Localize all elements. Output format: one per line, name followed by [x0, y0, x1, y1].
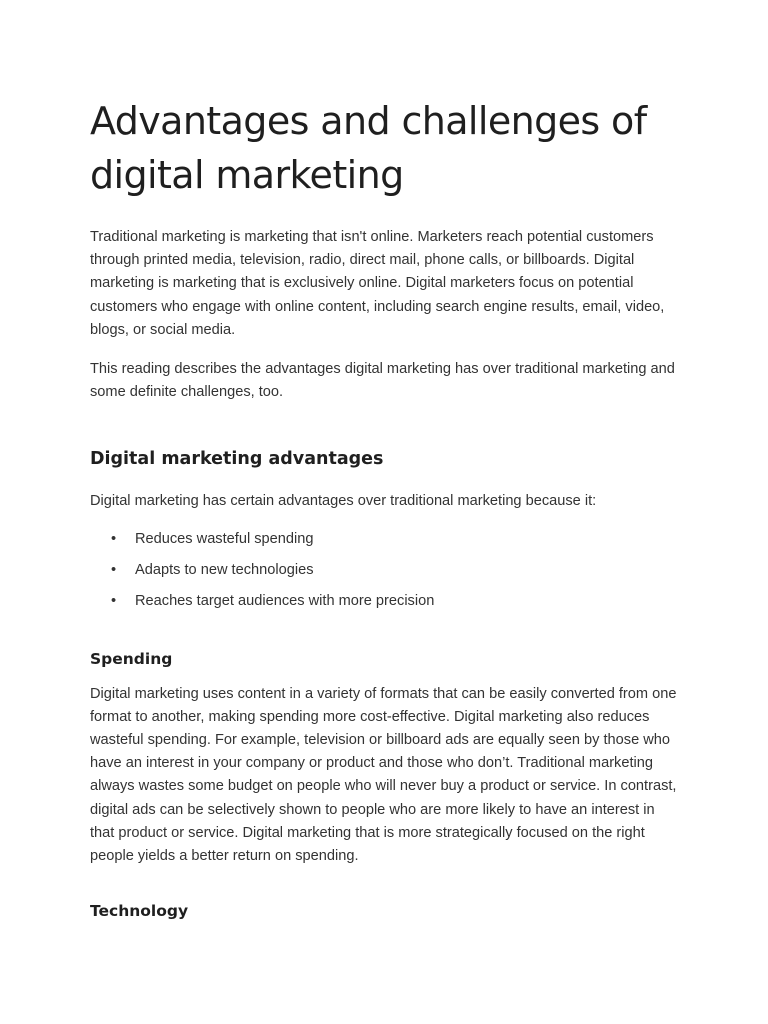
spending-heading: Spending	[90, 649, 173, 668]
list-item	[90, 590, 678, 613]
intro-paragraph-1: Traditional marketing is marketing that isn't online. Marketers reach potential customers through printed media, television, radio, direct mail, phone calls, or billboards. Digital marketing is marketing that is exclusively online. Digital marketers focus on potential customers who engage with online content, including search engine results, email, video, blogs, or social media.	[90, 229, 665, 338]
bullet-icon: •	[111, 561, 117, 578]
list-item-text: Reaches target audiences with more precision	[135, 592, 435, 609]
list-item	[90, 559, 678, 582]
list-item	[90, 528, 678, 551]
advantages-heading: Digital marketing advantages	[90, 449, 384, 470]
technology-heading: Technology	[90, 902, 189, 921]
page-title: Advantages and challenges of digital marketing	[90, 99, 647, 197]
advantages-list	[90, 528, 678, 613]
list-item-text: Reduces wasteful spending	[135, 530, 314, 547]
advantages-intro: Digital marketing has certain advantages over traditional marketing because it:	[90, 493, 597, 510]
bullet-icon: •	[111, 530, 117, 547]
list-item-text: Adapts to new technologies	[135, 561, 314, 578]
spending-paragraph: Digital marketing uses content in a variety of formats that can be easily converted from one format to another, making spending more cost-effective. Digital marketing also reduces wasteful spending. For example, television or billboard ads are equally seen by those who have an interest in your company or product and those who don’t. Traditional marketing always wastes some budget on people who will never buy a product or service. In contrast, digital ads can be selectively shown to people who are more likely to have an interest in that product or service. Digital marketing that is more strategically focused on the right people yields a better return on spending.	[90, 685, 677, 865]
bullet-icon: •	[111, 592, 117, 609]
intro-paragraph-2: This reading describes the advantages digital marketing has over traditional marketing and some definite challenges, too.	[90, 361, 675, 401]
